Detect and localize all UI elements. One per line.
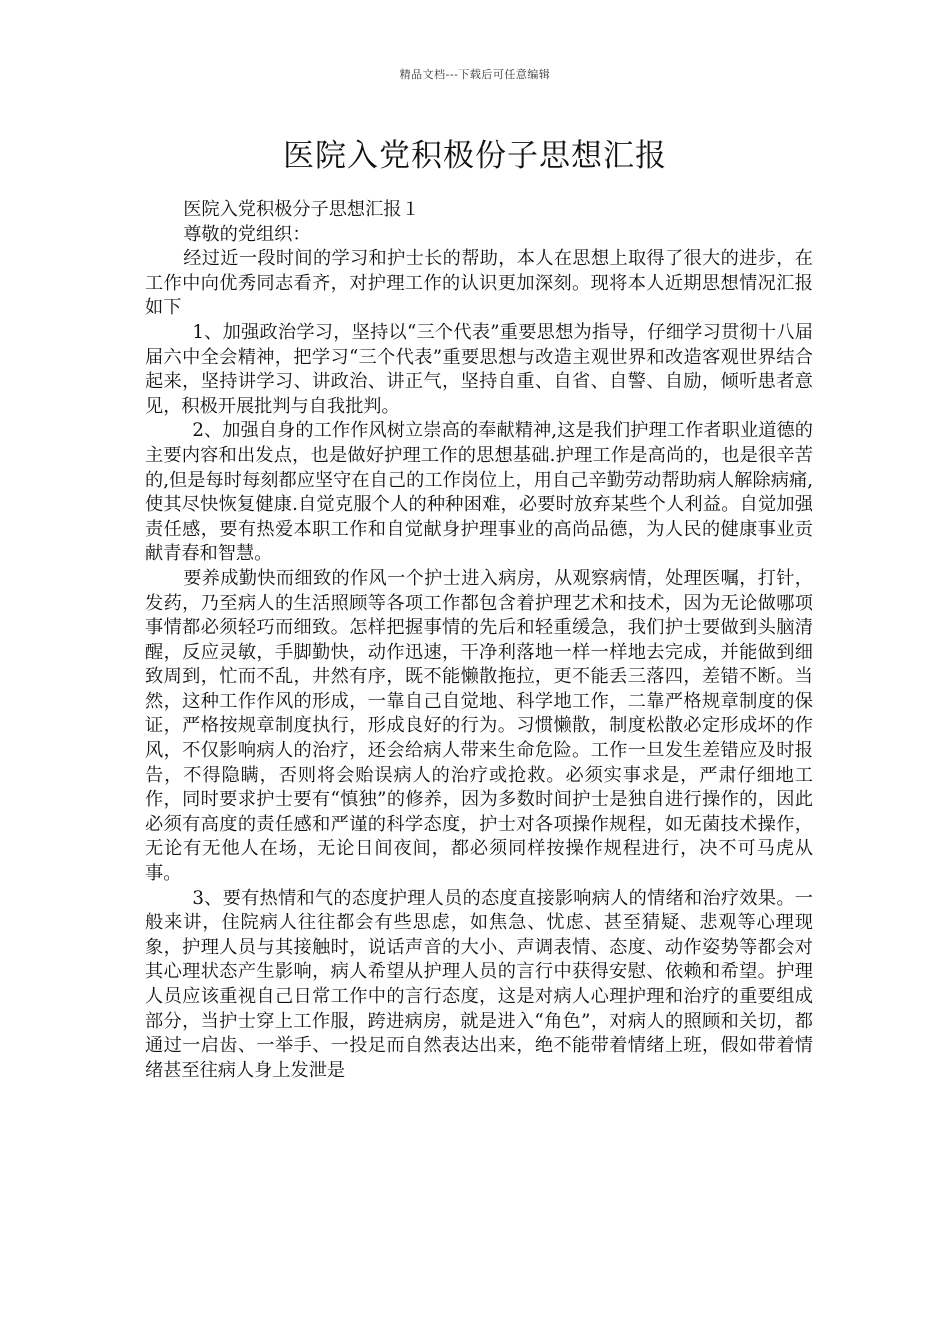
paragraph-point-1: 1、加强政治学习，坚持以“三个代表”重要思想为指导，仔细学习贯彻十八届届六中全会精神，把学习“三个代表”重要思想与改造主观世界和改造客观世界结合起来，坚持讲学习、讲政治、讲正气，坚持自重、自省、自警、自励，倾听患者意见，积极开展批判与自我批判。 bbox=[145, 321, 813, 417]
salutation: 尊敬的党组织： bbox=[183, 223, 311, 245]
document-title: 医院入党积极份子思想汇报 bbox=[283, 138, 667, 174]
paragraph-intro: 经过近一段时间的学习和护士长的帮助，本人在思想上取得了很大的进步，在工作中向优秀同志看齐，对护理工作的认识更加深刻。现将本人近期思想情况汇报如下 bbox=[145, 248, 813, 319]
paragraph-point-2: 2、加强自身的工作作风树立崇高的奉献精神,这是我们护理工作者职业道德的主要内容和出发点，也是做好护理工作的思想基础.护理工作是高尚的，也是很辛苦的,但是每时每刻都应坚守在自己的工作岗位上，用自己辛勤劳动帮助病人解除病痛,使其尽快恢复健康.自觉克服个人的种种困难，必要时放弃某些个人利益。自觉加强责任感，要有热爱本职工作和自觉献身护理事业的高尚品德，为人民的健康事业贡献青春和智慧。 bbox=[145, 420, 813, 565]
document-body bbox=[145, 198, 813, 1083]
document-subtitle: 医院入党积极分子思想汇报１ bbox=[183, 199, 420, 220]
paragraph-point-3: 3、要有热情和气的态度护理人员的态度直接影响病人的情绪和治疗效果。一般来讲，住院病人往往都会有些思虑，如焦急、忧虑、甚至猜疑、悲观等心理现象，护理人员与其接触时，说话声音的大小、声调表情、态度、动作姿势等都会对其心理状态产生影响，病人希望从护理人员的言行中获得安慰、依赖和希望。护理人员应该重视自己日常工作中的言行态度，这是对病人心理护理和治疗的重要组成部分，当护士穿上工作服，跨进病房，就是进入“角色”，对病人的照顾和关切，都通过一启齿、一举手、一投足而自然表达出来，绝不能带着情绪上班，假如带着情绪甚至往病人身上发泄是 bbox=[145, 887, 813, 1081]
header-note: 精品文档---下载后可任意编辑 bbox=[399, 68, 551, 81]
paragraph-work-style: 要养成勤快而细致的作风一个护士进入病房，从观察病情，处理医嘱，打针，发药，乃至病人的生活照顾等各项工作都包含着护理艺术和技术，因为无论做哪项事情都必须轻巧而细致。怎样把握事情的先后和轻重缓急，我们护士要做到头脑清醒，反应灵敏，手脚勤快，动作迅速，干净利落地一样一样地去完成，并能做到细致周到，忙而不乱，井然有序，既不能懒散拖拉，更不能丢三落四，差错不断。当然，这种工作作风的形成，一靠自己自觉地、科学地工作，二靠严格规章制度的保证，严格按规章制度执行，形成良好的行为。习惯懒散，制度松散必定形成坏的作风，不仅影响病人的治疗，还会给病人带来生命危险。工作一旦发生差错应及时报告，不得隐瞒，否则将会贻误病人的治疗或抢救。必须实事求是，严肃仔细地工作，同时要求护士要有“慎独”的修养，因为多数时间护士是独自进行操作的，因此必须有高度的责任感和严谨的科学态度，护士对各项操作规程，如无菌技术操作，无论有无他人在场，无论日间夜间，都必须同样按操作规程进行，决不可马虎从事。 bbox=[145, 567, 813, 885]
